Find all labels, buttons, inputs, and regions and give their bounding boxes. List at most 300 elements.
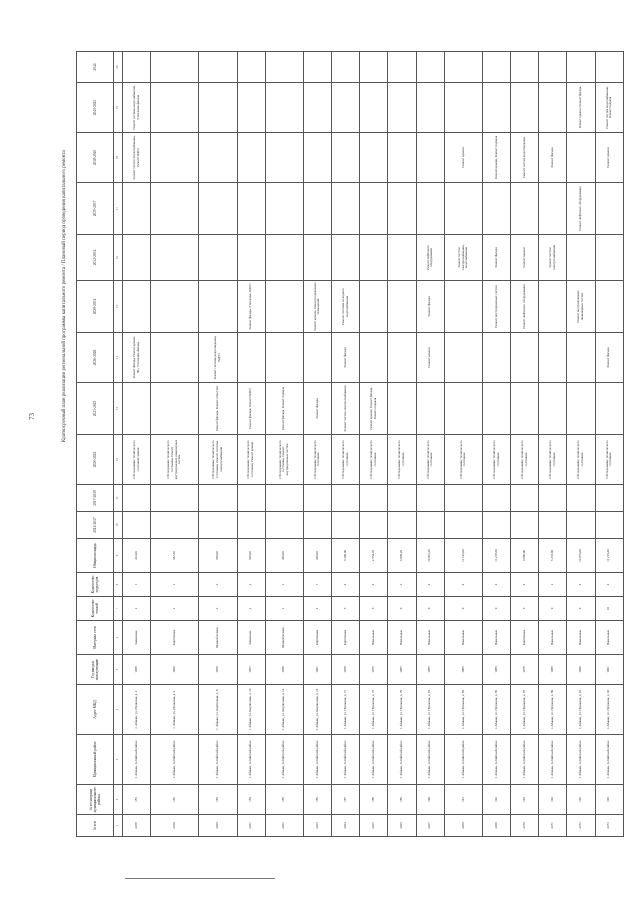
table-cell — [539, 83, 567, 133]
table-cell: 2 — [303, 597, 331, 621]
table-cell: 1985 — [416, 655, 444, 685]
table-cell — [237, 83, 265, 133]
table-cell: 447,30 — [151, 539, 199, 573]
table-cell — [444, 512, 482, 539]
header-cell: Муниципальный район — [77, 735, 114, 785]
table-cell: 1960 — [151, 655, 199, 685]
table-cell: Кирпичные — [151, 621, 199, 655]
table-cell: 192 — [482, 785, 510, 815]
table-cell: Обследование технического состояния — [332, 435, 360, 485]
table-cell — [388, 281, 416, 333]
table-cell — [151, 383, 199, 435]
table-cell: Ремонт систем электроснабжения, водоснабжения — [444, 235, 482, 281]
table-cell: Панельные — [444, 621, 482, 655]
header-cell: Материал стен — [77, 621, 114, 655]
table-cell: 2260 — [199, 815, 237, 837]
column-number-cell: 14 — [114, 333, 123, 383]
table-cell — [151, 512, 199, 539]
table-cell — [388, 52, 416, 83]
table-cell: Ремонт крыши, Ремонт фасада — [567, 83, 595, 133]
table-cell: Обследование технического состояния, Ремонт внутридомовых инженерных систем — [151, 435, 199, 485]
table-cell: 1986 — [482, 655, 510, 685]
table-cell — [595, 235, 623, 281]
table-cell: 4 — [567, 573, 595, 597]
table-cell — [237, 183, 265, 235]
table-cell: 2 — [123, 597, 151, 621]
table-cell: г. Абакан, ул. Пушкина, д. 85 — [482, 685, 510, 735]
table-cell: 2 — [237, 573, 265, 597]
table-cell: 2258 — [123, 815, 151, 837]
table-cell — [303, 333, 331, 383]
table-cell: 9 — [444, 597, 482, 621]
column-number-cell: 20 — [114, 52, 123, 83]
table-row — [595, 52, 623, 837]
table-cell: 4 — [595, 573, 623, 597]
table-cell — [567, 512, 595, 539]
table-cell: 182 — [151, 785, 199, 815]
table-cell: г. Абакан, Алтайский район — [303, 735, 331, 785]
table-row — [332, 52, 360, 837]
column-number-cell: 6 — [114, 621, 123, 655]
table-cell — [444, 485, 482, 512]
table-cell — [595, 52, 623, 83]
column-number-cell: 1 — [114, 815, 123, 837]
table-cell — [265, 183, 303, 235]
table-cell: Ремонт фасада — [595, 333, 623, 383]
table-cell: 9 — [482, 597, 510, 621]
table-cell — [539, 333, 567, 383]
table-cell — [360, 281, 388, 333]
table-cell: г. Абакан, Алтайский район — [482, 735, 510, 785]
table-cell: Панельные — [360, 621, 388, 655]
table-cell: Обследование технического состояния, Ремонт системы электроснабжения — [199, 435, 237, 485]
table-cell: 5 — [332, 597, 360, 621]
table-cell — [360, 83, 388, 133]
column-number-cell: 17 — [114, 183, 123, 235]
table-cell: Ремонт системы водоснабжения, Утепление фасада — [123, 83, 151, 133]
table-cell — [444, 183, 482, 235]
table-cell — [595, 512, 623, 539]
table-cell — [388, 235, 416, 281]
table-cell: 412,00 — [123, 539, 151, 573]
table-cell: г. Абакан, ул. Пушкина, д. 2 — [123, 685, 151, 735]
table-cell: г. Абакан, ул. Пушкина, д. 4 — [151, 685, 199, 735]
table-cell — [151, 183, 199, 235]
table-cell: 495,00 — [265, 539, 303, 573]
table-cell: Ремонт систем электроснабжения — [332, 383, 360, 435]
table-cell: 2266 — [388, 815, 416, 837]
table-cell: 10 901,20 — [416, 539, 444, 573]
table-cell — [444, 333, 482, 383]
table-cell: Обследование технического состояния — [567, 435, 595, 485]
table-row — [416, 52, 444, 837]
table-cell: Обследование технического состояния — [539, 435, 567, 485]
table-cell — [567, 133, 595, 183]
table-cell: г. Абакан, ул. Пушкина, д. 81 — [416, 685, 444, 735]
table-cell: Ремонт системы водоотведения, ВДГО — [199, 333, 237, 383]
table-cell: 185 — [265, 785, 303, 815]
table-cell — [265, 281, 303, 333]
table-cell: 3 290,00 — [332, 539, 360, 573]
table-cell: 1958 — [265, 655, 303, 685]
table-cell — [539, 183, 567, 235]
table-cell: Кирпичные — [303, 621, 331, 655]
table-cell: г. Абакан, ул. Пушкина, д. 79 — [388, 685, 416, 735]
table-cell: Обследование технического состояния — [360, 435, 388, 485]
table-cell: г. Абакан, Алтайский район — [388, 735, 416, 785]
table-cell: Ремонт лифтового оборудования — [416, 235, 444, 281]
table-cell — [511, 183, 539, 235]
footnote-divider — [125, 878, 275, 879]
table-cell: 405,00 — [303, 539, 331, 573]
table-cell: Ремонт систем электроснабжения — [539, 235, 567, 281]
table-cell: 507,00 — [237, 539, 265, 573]
table-cell — [332, 235, 360, 281]
table-cell — [539, 512, 567, 539]
table-cell — [388, 333, 416, 383]
table-cell: 2 — [388, 573, 416, 597]
table-cell: 1978 — [511, 655, 539, 685]
table-cell: 1985 — [388, 655, 416, 685]
table-cell: 188 — [360, 785, 388, 815]
table-cell — [237, 133, 265, 183]
table-cell — [123, 281, 151, 333]
table-cell — [332, 512, 360, 539]
table-row — [199, 52, 237, 837]
table-cell: 10 875,00 — [567, 539, 595, 573]
table-cell: 2259 — [151, 815, 199, 837]
table-cell — [332, 183, 360, 235]
table-cell: 506,00 — [199, 539, 237, 573]
table-cell — [332, 133, 360, 183]
table-cell — [199, 235, 237, 281]
table-cell: 2 — [199, 573, 237, 597]
table-cell: 186 — [303, 785, 331, 815]
column-number-cell: 19 — [114, 83, 123, 133]
table-cell: 2269 — [482, 815, 510, 837]
table-cell — [332, 485, 360, 512]
table-cell: Ремонт фасада — [303, 383, 331, 435]
table-cell: 4 — [332, 573, 360, 597]
header-row — [77, 52, 114, 837]
table-cell: Ремонт лифтового оборудования — [567, 183, 595, 235]
table-cell: Ремонт крыши — [595, 133, 623, 183]
table-cell: г. Абакан, ул. Кирпичная, д. 8 — [199, 685, 237, 735]
table-cell — [416, 183, 444, 235]
table-cell: Обследование технического состояния, Ремонт внутридомовых систем — [265, 435, 303, 485]
table-cell: г. Абакан, ул. Пушкина, д. 71 — [332, 685, 360, 735]
table-row — [123, 52, 151, 837]
table-row — [360, 52, 388, 837]
table-cell — [199, 281, 237, 333]
column-number-cell: 5 — [114, 655, 123, 685]
table-row — [388, 52, 416, 837]
table-cell: 183 — [199, 785, 237, 815]
table-cell: г. Абакан, ул. Пушкина, д. 93 — [595, 685, 623, 735]
table-cell: г. Абакан, Алтайский район — [595, 735, 623, 785]
table-cell — [539, 281, 567, 333]
table-cell: г. Абакан, ул. Пушкина, д. 83 — [444, 685, 482, 735]
table-cell: 5 235,90 — [539, 539, 567, 573]
table-cell: 191 — [444, 785, 482, 815]
rotated-table-block — [62, 52, 624, 837]
header-cell: 2020-2022 — [77, 435, 114, 485]
table-cell: Шлакоблочные — [265, 621, 303, 655]
capital-repair-table — [76, 51, 624, 837]
table-cell: 2 — [151, 597, 199, 621]
table-cell — [151, 52, 199, 83]
table-cell: Панельные — [388, 621, 416, 655]
table-cell: Ремонт систем водоснабжения, Ремонт подвала — [595, 83, 623, 133]
table-cell — [303, 183, 331, 235]
table-cell — [151, 485, 199, 512]
table-cell — [482, 383, 510, 435]
table-cell — [303, 235, 331, 281]
table-cell: 1991 — [595, 655, 623, 685]
table-cell: 5 — [360, 597, 388, 621]
table-cell — [199, 83, 237, 133]
table-cell: Ремонт систем теплоснабжения, Ремонт ВДГО — [123, 133, 151, 183]
table-cell — [416, 512, 444, 539]
table-cell: Ремонт внутридомовых инженерных систем — [567, 281, 595, 333]
table-cell — [444, 281, 482, 333]
header-cell: Адрес МКД — [77, 685, 114, 735]
table-cell — [123, 235, 151, 281]
table-cell — [360, 183, 388, 235]
table-cell — [511, 512, 539, 539]
table-cell — [388, 383, 416, 435]
table-cell — [237, 52, 265, 83]
column-number-cell: 12 — [114, 435, 123, 485]
table-cell — [332, 83, 360, 133]
table-cell: 195 — [567, 785, 595, 815]
table-cell — [123, 183, 151, 235]
table-cell — [237, 485, 265, 512]
table-cell — [595, 183, 623, 235]
table-cell: г. Абакан, Алтайский район — [265, 735, 303, 785]
table-cell: 2 554,70 — [360, 539, 388, 573]
table-cell — [123, 485, 151, 512]
table-cell — [444, 52, 482, 83]
column-number-cell: 8 — [114, 573, 123, 597]
table-cell — [360, 485, 388, 512]
table-cell: г. Абакан, Алтайский район — [199, 735, 237, 785]
table-cell: г. Абакан, ул. Кирпичная, д. 10 — [237, 685, 265, 735]
table-cell: 1976 — [360, 655, 388, 685]
header-cell: Год ввода в эксплуатацию — [77, 655, 114, 685]
table-cell — [511, 52, 539, 83]
table-cell: 3 980,00 — [511, 539, 539, 573]
table-row — [237, 52, 265, 837]
table-cell — [567, 383, 595, 435]
table-cell: 1979 — [332, 655, 360, 685]
table-cell — [123, 383, 151, 435]
header-cell: 2041-2043 — [77, 83, 114, 133]
table-cell: 4 — [482, 573, 510, 597]
table-cell — [482, 52, 510, 83]
table-cell — [511, 333, 539, 383]
column-number-row — [114, 52, 123, 837]
table-cell — [151, 281, 199, 333]
table-cell: Ремонт крыши — [511, 235, 539, 281]
header-cell: 2032-2034 — [77, 235, 114, 281]
table-cell: Панельные — [416, 621, 444, 655]
table-cell: Шлакоблочные — [199, 621, 237, 655]
table-cell: Обследование технического состояния — [388, 435, 416, 485]
table-row — [303, 52, 331, 837]
table-cell — [482, 183, 510, 235]
column-number-cell: 16 — [114, 235, 123, 281]
table-cell: 2 — [265, 597, 303, 621]
table-cell: Обследование технического состояния — [482, 435, 510, 485]
table-cell: Ремонт крыши — [416, 333, 444, 383]
table-cell — [332, 52, 360, 83]
table-cell: Ремонт крыши, Ремонт фасада, Ремонт подвала — [360, 383, 388, 435]
table-cell: г. Абакан, ул. Кирпичная, д. 14 — [303, 685, 331, 735]
table-cell — [567, 333, 595, 383]
table-cell — [539, 485, 567, 512]
table-cell: Ремонт фасада, Ремонт подвала — [265, 383, 303, 435]
table-cell: 2261 — [237, 815, 265, 837]
table-cell: г. Абакан, Алтайский район — [151, 735, 199, 785]
table-cell — [539, 52, 567, 83]
table-cell: Обследование технического состояния — [416, 435, 444, 485]
table-cell: 9 — [567, 597, 595, 621]
header-cell: 2017-2019 — [77, 485, 114, 512]
table-cell: 2 — [199, 597, 237, 621]
header-cell: № по матрице муниципального района — [77, 785, 114, 815]
table-cell — [199, 133, 237, 183]
table-cell: 187 — [332, 785, 360, 815]
table-cell: 2271 — [539, 815, 567, 837]
table-cell: 184 — [237, 785, 265, 815]
table-cell: г. Абакан, Алтайский район — [511, 735, 539, 785]
table-cell: Панельные — [539, 621, 567, 655]
table-cell: Ремонт систем водоотведения — [511, 133, 539, 183]
column-number-cell: 18 — [114, 133, 123, 183]
table-cell: 1 — [303, 573, 331, 597]
table-cell: 5 — [511, 597, 539, 621]
table-cell — [482, 83, 510, 133]
table-caption: Краткосрочный план реализации региональной программы капитального ремонта / Плановый период проведения капитального ремонта — [62, 150, 67, 442]
column-number-cell: 15 — [114, 281, 123, 333]
table-cell: Обследование технического состояния здания — [123, 435, 151, 485]
column-number-cell: 10 — [114, 512, 123, 539]
table-cell — [444, 83, 482, 133]
table-cell — [265, 485, 303, 512]
table-cell: г. Абакан, Алтайский район — [444, 735, 482, 785]
table-cell: г. Абакан, Алтайский район — [567, 735, 595, 785]
table-cell: 1958 — [123, 655, 151, 685]
table-cell — [237, 512, 265, 539]
table-cell — [360, 235, 388, 281]
table-cell: 1988 — [539, 655, 567, 685]
header-cell: 2035-2037 — [77, 183, 114, 235]
table-cell: г. Абакан, Алтайский район — [332, 735, 360, 785]
table-cell — [123, 52, 151, 83]
table-cell: 9 — [388, 597, 416, 621]
table-cell: 2267 — [416, 815, 444, 837]
table-cell — [237, 235, 265, 281]
table-cell — [595, 383, 623, 435]
table-cell: Ремонт фасада — [482, 235, 510, 281]
table-cell: Ремонт фасада — [416, 281, 444, 333]
table-cell: 11 219,40 — [595, 539, 623, 573]
table-cell: Каменные — [123, 621, 151, 655]
table-cell: Кирпичные — [511, 621, 539, 655]
table-cell: Ремонт лифтового оборудования — [511, 281, 539, 333]
table-cell: 1 — [123, 573, 151, 597]
table-cell: Ремонт крыши — [444, 133, 482, 183]
table-cell — [123, 512, 151, 539]
table-cell — [265, 235, 303, 281]
table-cell — [151, 333, 199, 383]
table-cell: 1957 — [237, 655, 265, 685]
table-cell: Ремонт фасада — [539, 133, 567, 183]
page-number: 73 — [28, 413, 36, 420]
table-cell — [595, 485, 623, 512]
table-cell — [151, 235, 199, 281]
table-cell: 2268 — [444, 815, 482, 837]
table-cell — [595, 281, 623, 333]
table-cell: Ремонт внутридомовых систем — [482, 281, 510, 333]
table-cell: Ремонт крыши, Ремонт подвальных помещений — [303, 281, 331, 333]
table-cell: 11 218,60 — [482, 539, 510, 573]
table-cell: Ремонт фасада, Утепление, ВДГО — [237, 281, 265, 333]
table-cell: Обследование технического состояния — [595, 435, 623, 485]
table-cell — [416, 133, 444, 183]
table-cell — [151, 83, 199, 133]
table-cell: 11 145,00 — [444, 539, 482, 573]
column-number-cell: 4 — [114, 685, 123, 735]
table-cell — [444, 383, 482, 435]
table-cell — [416, 52, 444, 83]
table-cell: 2 — [265, 573, 303, 597]
table-cell — [151, 133, 199, 183]
table-cell — [265, 133, 303, 183]
header-cell: Количество подъездов — [77, 573, 114, 597]
table-cell — [482, 512, 510, 539]
table-cell — [416, 383, 444, 435]
table-cell — [360, 333, 388, 383]
header-cell: 2029-2031 — [77, 281, 114, 333]
table-cell — [199, 52, 237, 83]
table-row — [151, 52, 199, 837]
table-cell: 1990 — [567, 655, 595, 685]
header-cell: 2044 — [77, 52, 114, 83]
table-cell: г. Абакан, Алтайский район — [237, 735, 265, 785]
table-cell — [303, 485, 331, 512]
table-cell — [199, 485, 237, 512]
table-cell: г. Абакан, Алтайский район — [360, 735, 388, 785]
table-cell: 4 — [360, 573, 388, 597]
table-row — [567, 52, 595, 837]
table-cell: Обследование технического состояния, Ремонт крыши — [237, 435, 265, 485]
table-row — [482, 52, 510, 837]
table-cell — [511, 383, 539, 435]
table-cell: 1 — [151, 573, 199, 597]
table-cell: 1959 — [199, 655, 237, 685]
table-cell: 190 — [416, 785, 444, 815]
table-cell: Ремонт фасада, Ремонт ВДГО — [237, 383, 265, 435]
table-cell — [567, 235, 595, 281]
table-cell: 10 — [595, 597, 623, 621]
header-cell: 2014-2017 — [77, 512, 114, 539]
table-cell — [511, 83, 539, 133]
table-cell: 4 968,20 — [388, 539, 416, 573]
table-body — [123, 52, 624, 837]
table-cell — [237, 333, 265, 383]
